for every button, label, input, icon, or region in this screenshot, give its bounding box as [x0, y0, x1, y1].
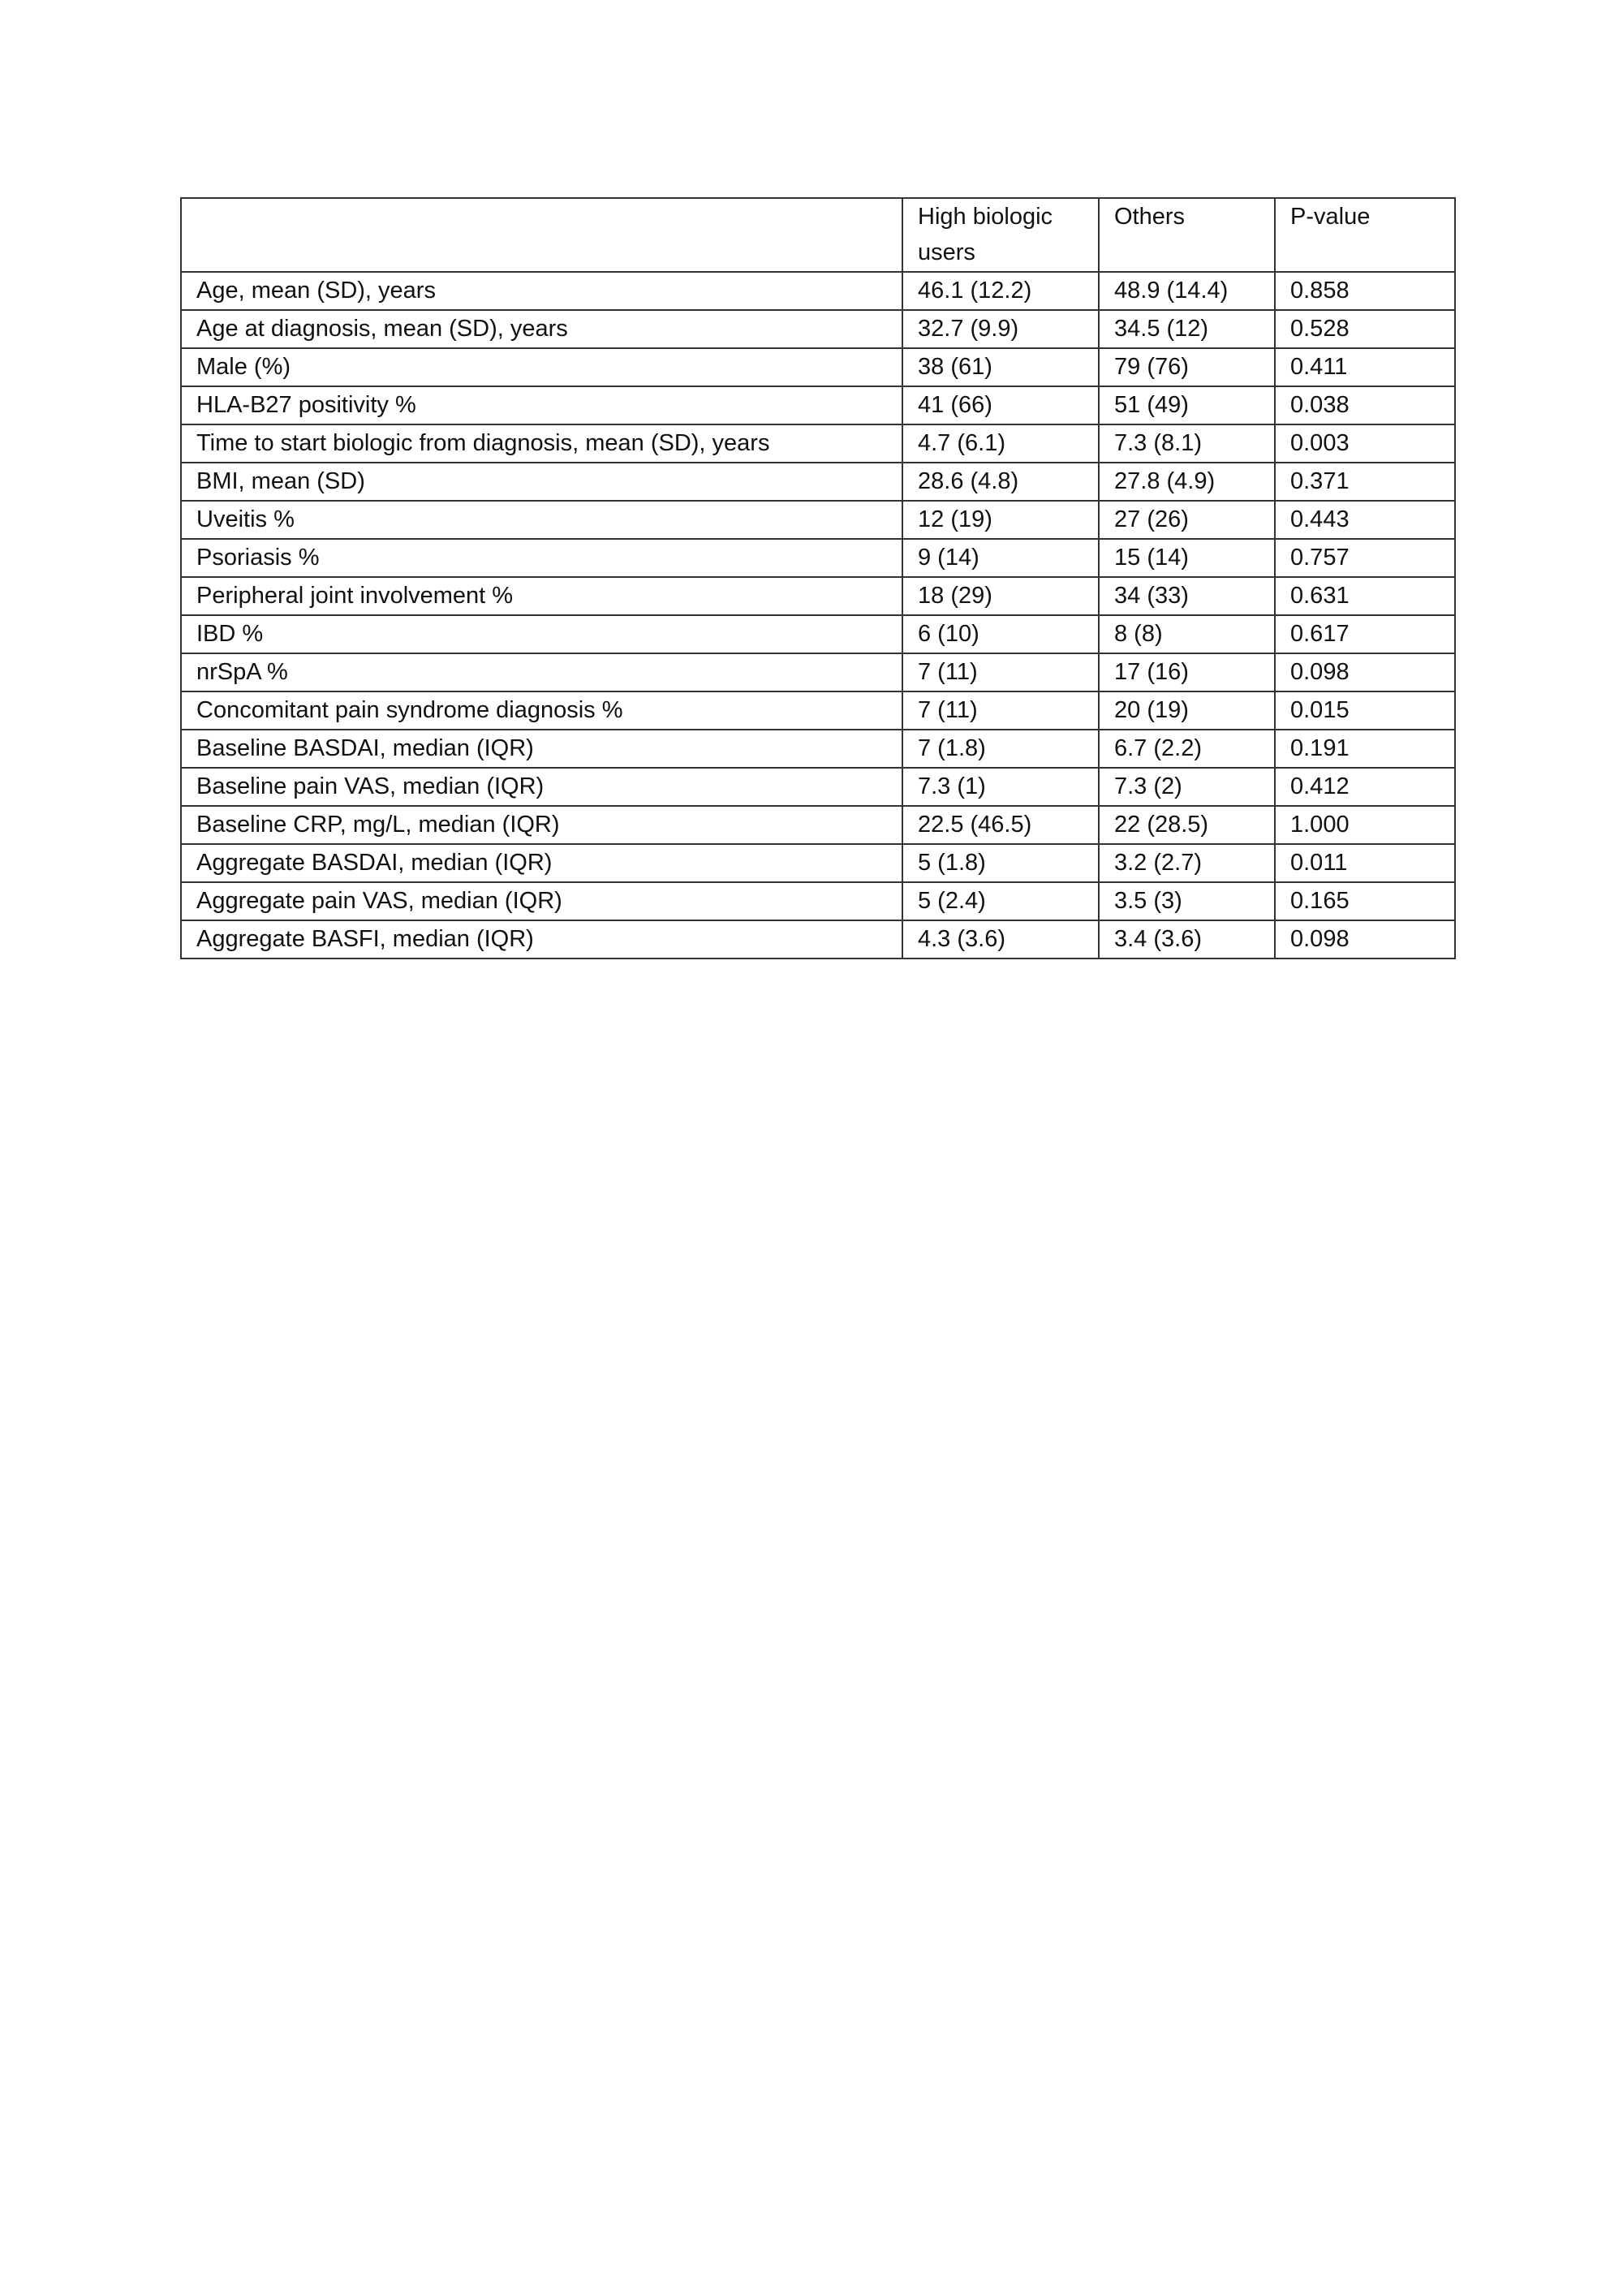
- others-cell: 3.4 (3.6): [1099, 920, 1275, 958]
- others-cell: 79 (76): [1099, 348, 1275, 386]
- table-row: [181, 844, 1455, 882]
- p-value-cell: 0.858: [1275, 272, 1455, 310]
- table-row: [181, 730, 1455, 768]
- p-value-cell: 0.631: [1275, 577, 1455, 615]
- variable-cell: Aggregate pain VAS, median (IQR): [181, 882, 902, 920]
- header-cell-p-value: P-value: [1275, 198, 1455, 272]
- table-row: [181, 691, 1455, 730]
- high-biologic-cell: 4.3 (3.6): [902, 920, 1099, 958]
- p-value-cell: 0.528: [1275, 310, 1455, 348]
- p-value-cell: 0.038: [1275, 386, 1455, 424]
- variable-cell: Age at diagnosis, mean (SD), years: [181, 310, 902, 348]
- table-body: [181, 198, 1455, 958]
- table-row: [181, 615, 1455, 653]
- high-biologic-cell: 18 (29): [902, 577, 1099, 615]
- others-cell: 22 (28.5): [1099, 806, 1275, 844]
- header-cell-others: Others: [1099, 198, 1275, 272]
- high-biologic-cell: 38 (61): [902, 348, 1099, 386]
- variable-cell: Uveitis %: [181, 501, 902, 539]
- p-value-cell: 0.011: [1275, 844, 1455, 882]
- high-biologic-cell: 41 (66): [902, 386, 1099, 424]
- others-cell: 34 (33): [1099, 577, 1275, 615]
- p-value-cell: 0.015: [1275, 691, 1455, 730]
- variable-cell: Baseline BASDAI, median (IQR): [181, 730, 902, 768]
- variable-cell: HLA-B27 positivity %: [181, 386, 902, 424]
- p-value-cell: 0.371: [1275, 463, 1455, 501]
- table-row: [181, 577, 1455, 615]
- variable-cell: Male (%): [181, 348, 902, 386]
- high-biologic-cell: 9 (14): [902, 539, 1099, 577]
- variable-cell: Aggregate BASFI, median (IQR): [181, 920, 902, 958]
- table-row: [181, 806, 1455, 844]
- high-biologic-cell: 7 (11): [902, 691, 1099, 730]
- others-cell: 3.2 (2.7): [1099, 844, 1275, 882]
- high-biologic-cell: 7 (11): [902, 653, 1099, 691]
- high-biologic-cell: 5 (1.8): [902, 844, 1099, 882]
- table-row: [181, 539, 1455, 577]
- variable-cell: Peripheral joint involvement %: [181, 577, 902, 615]
- others-cell: 8 (8): [1099, 615, 1275, 653]
- table-row: [181, 768, 1455, 806]
- others-cell: 48.9 (14.4): [1099, 272, 1275, 310]
- table-row: [181, 920, 1455, 958]
- others-cell: 51 (49): [1099, 386, 1275, 424]
- p-value-cell: 0.098: [1275, 920, 1455, 958]
- high-biologic-cell: 28.6 (4.8): [902, 463, 1099, 501]
- variable-cell: Baseline CRP, mg/L, median (IQR): [181, 806, 902, 844]
- high-biologic-cell: 7 (1.8): [902, 730, 1099, 768]
- others-cell: 3.5 (3): [1099, 882, 1275, 920]
- high-biologic-cell: 22.5 (46.5): [902, 806, 1099, 844]
- table-row: [181, 424, 1455, 463]
- others-cell: 7.3 (2): [1099, 768, 1275, 806]
- p-value-cell: 0.412: [1275, 768, 1455, 806]
- p-value-cell: 0.443: [1275, 501, 1455, 539]
- p-value-cell: 1.000: [1275, 806, 1455, 844]
- high-biologic-cell: 6 (10): [902, 615, 1099, 653]
- variable-cell: Age, mean (SD), years: [181, 272, 902, 310]
- table-row: [181, 310, 1455, 348]
- header-cell-variable: [181, 198, 902, 272]
- others-cell: 17 (16): [1099, 653, 1275, 691]
- p-value-cell: 0.003: [1275, 424, 1455, 463]
- variable-cell: BMI, mean (SD): [181, 463, 902, 501]
- p-value-cell: 0.165: [1275, 882, 1455, 920]
- high-biologic-cell: 12 (19): [902, 501, 1099, 539]
- comparison-table: [180, 197, 1456, 959]
- table-row: [181, 272, 1455, 310]
- header-cell-high-biologic-users: High biologic users: [902, 198, 1099, 272]
- others-cell: 34.5 (12): [1099, 310, 1275, 348]
- p-value-cell: 0.617: [1275, 615, 1455, 653]
- table-row: [181, 501, 1455, 539]
- others-cell: 7.3 (8.1): [1099, 424, 1275, 463]
- variable-cell: Baseline pain VAS, median (IQR): [181, 768, 902, 806]
- table-row: [181, 348, 1455, 386]
- others-cell: 15 (14): [1099, 539, 1275, 577]
- high-biologic-cell: 32.7 (9.9): [902, 310, 1099, 348]
- p-value-cell: 0.191: [1275, 730, 1455, 768]
- others-cell: 27 (26): [1099, 501, 1275, 539]
- others-cell: 20 (19): [1099, 691, 1275, 730]
- table-row: [181, 882, 1455, 920]
- table-row: [181, 386, 1455, 424]
- table-row: [181, 653, 1455, 691]
- high-biologic-cell: 4.7 (6.1): [902, 424, 1099, 463]
- p-value-cell: 0.098: [1275, 653, 1455, 691]
- variable-cell: Time to start biologic from diagnosis, mean (SD), years: [181, 424, 902, 463]
- high-biologic-cell: 7.3 (1): [902, 768, 1099, 806]
- high-biologic-cell: 46.1 (12.2): [902, 272, 1099, 310]
- p-value-cell: 0.411: [1275, 348, 1455, 386]
- p-value-cell: 0.757: [1275, 539, 1455, 577]
- others-cell: 6.7 (2.2): [1099, 730, 1275, 768]
- variable-cell: IBD %: [181, 615, 902, 653]
- table-header-row: [181, 198, 1455, 272]
- variable-cell: Aggregate BASDAI, median (IQR): [181, 844, 902, 882]
- table-row: [181, 463, 1455, 501]
- high-biologic-cell: 5 (2.4): [902, 882, 1099, 920]
- variable-cell: Psoriasis %: [181, 539, 902, 577]
- variable-cell: nrSpA %: [181, 653, 902, 691]
- others-cell: 27.8 (4.9): [1099, 463, 1275, 501]
- variable-cell: Concomitant pain syndrome diagnosis %: [181, 691, 902, 730]
